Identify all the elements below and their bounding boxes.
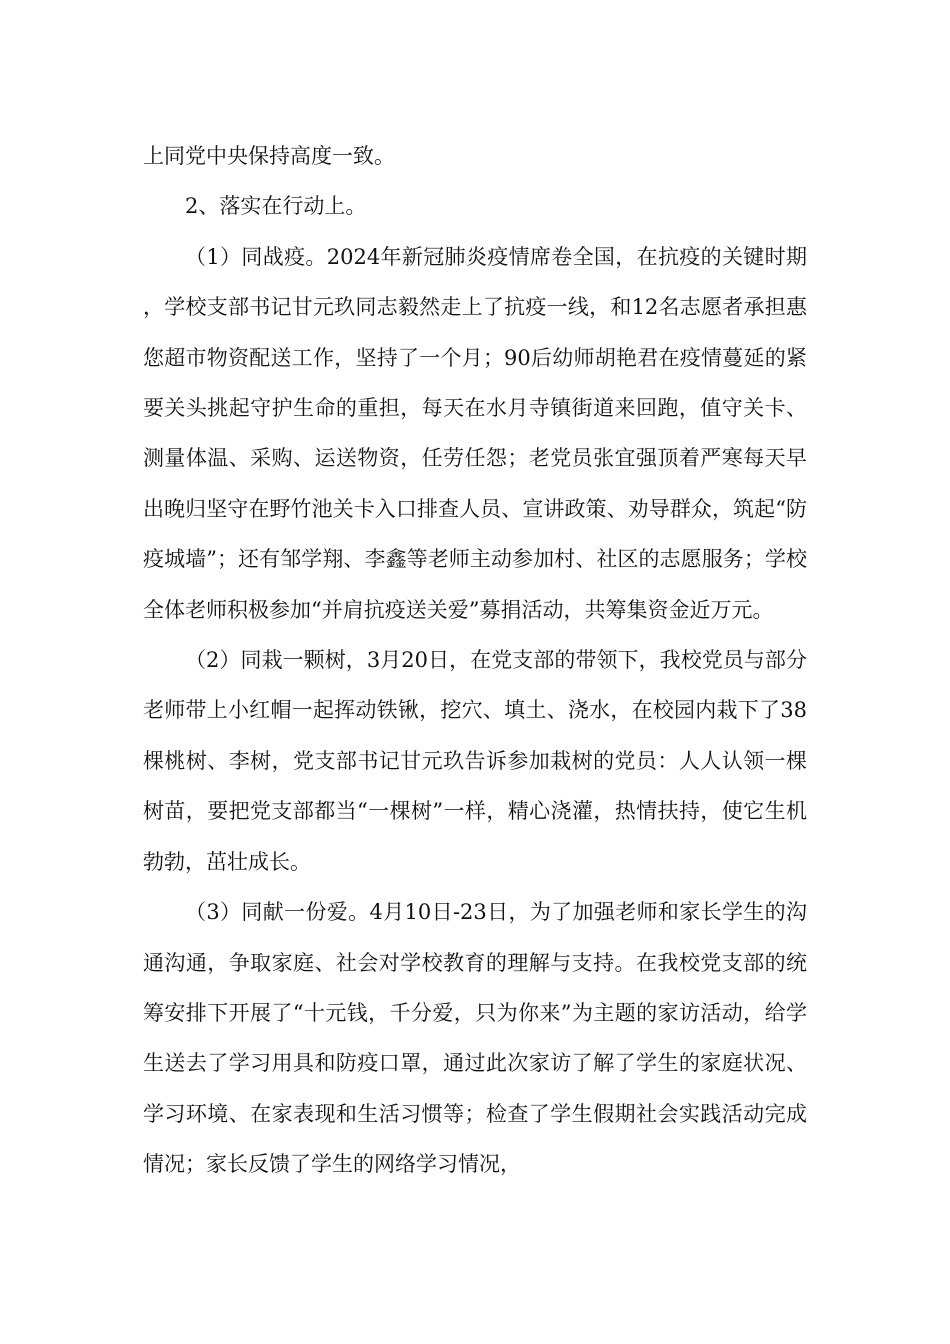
paragraph-2: 2、落实在行动上。 (185, 194, 367, 219)
document-page (143, 131, 807, 1190)
paragraph-5: （3）同献一份爱。4月10日-23日，为了加强老师和家长学生的沟通沟通，争取家庭、社会对学校教育的理解与支持。在我校党支部的统筹安排下开展了“十元钱，千分爱，只为你来”为主题的家访活动，给学生送去了学习用具和防疫口罩，通过此次家访了解了学生的家庭状况、学习环境、在家表现和生活习惯等；检查了学生假期社会实践活动完成情况；家长反馈了学生的网络学习情况， (143, 900, 807, 1177)
paragraph-1: 上同党中央保持高度一致。 (143, 144, 395, 168)
paragraph-3: （1）同战疫。2024年新冠肺炎疫情席卷全国，在抗疫的关键时期，学校支部书记甘元玖同志毅然走上了抗疫一线，和12名志愿者承担惠您超市物资配送工作，坚持了一个月；90后幼师胡艳君在疫情蔓延的紧要关头挑起守护生命的重担，每天在水月寺镇街道来回跑，值守关卡、测量体温、采购、运送物资，任劳任怨；老党员张宜强顶着严寒每天早出晚归坚守在野竹池关卡入口排查人员、宣讲政策、劝导群众，筑起“防疫城墙”；还有邹学翔、李鑫等老师主动参加村、社区的志愿服务；学校全体老师积极参加“并肩抗疫送关爱”募捐活动，共筹集资金近万元。 (143, 244, 807, 622)
paragraph-4: （2）同栽一颗树，3月20日，在党支部的带领下，我校党员与部分老师带上小红帽一起挥动铁锹，挖穴、填土、浇水，在校园内栽下了38棵桃树、李树，党支部书记甘元玖告诉参加栽树的党员：人人认领一棵树苗，要把党支部都当“一棵树”一样，精心浇灌，热情扶持，使它生机勃勃，茁壮成长。 (143, 648, 807, 874)
